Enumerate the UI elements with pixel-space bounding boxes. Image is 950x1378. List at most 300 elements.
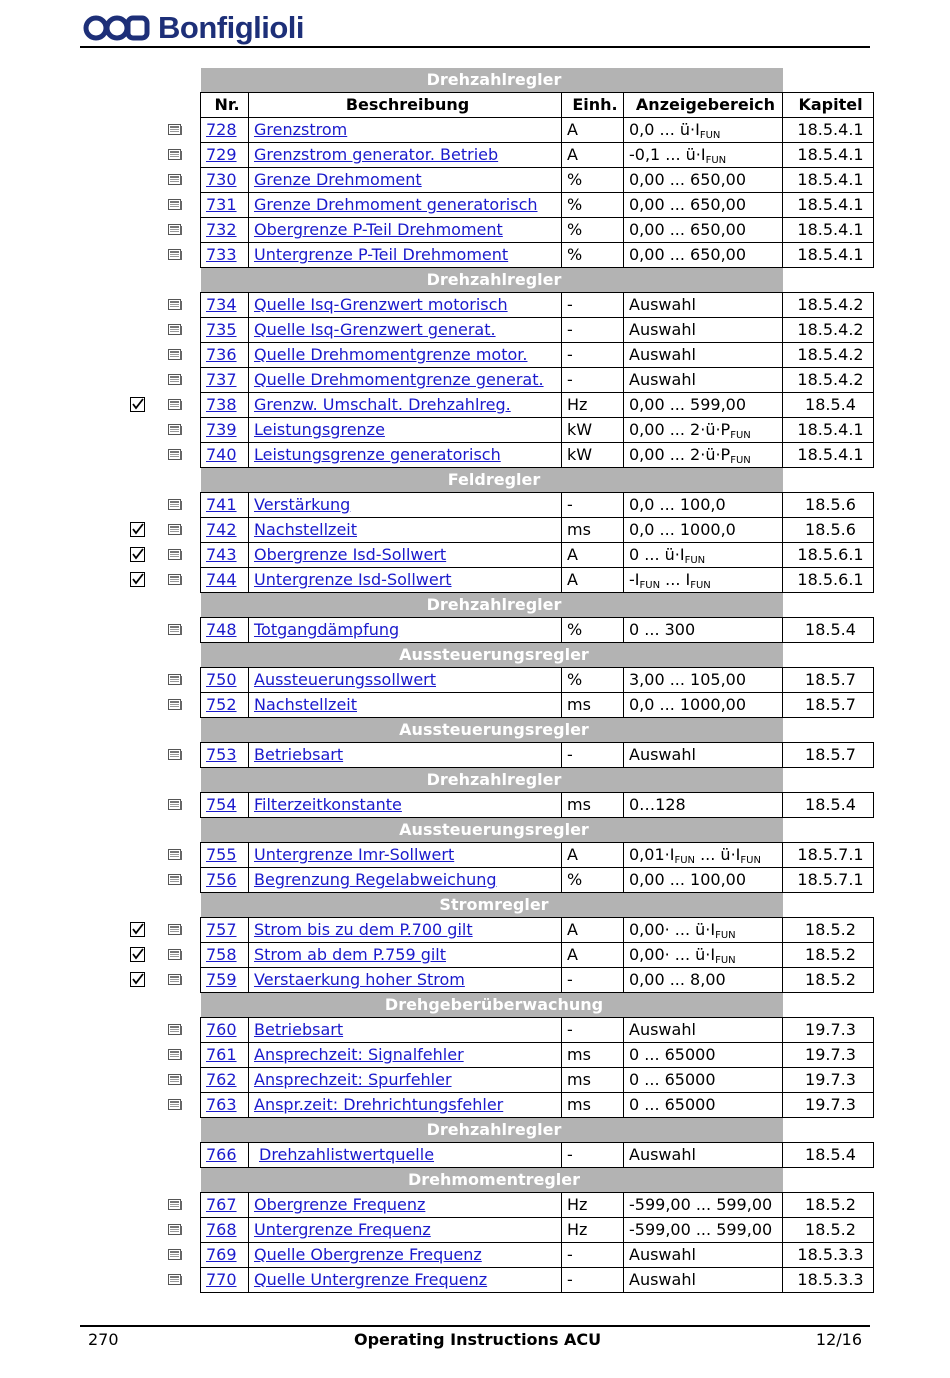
parameter-description-link[interactable]: Quelle Drehmomentgrenze generat. — [254, 370, 544, 389]
parameter-range: 0 ... 65000 — [624, 1093, 783, 1118]
parameter-number-cell — [201, 843, 249, 868]
parameter-unit: ms — [562, 1068, 624, 1093]
parameter-chapter: 18.5.4.2 — [783, 343, 874, 368]
parameter-description-link[interactable]: Leistungsgrenze generatorisch — [254, 445, 501, 464]
parameter-description-link[interactable]: Anspr.zeit: Drehrichtungsfehler — [254, 1095, 504, 1114]
parameter-description-cell — [249, 1218, 562, 1243]
parameter-number-link[interactable]: 757 — [206, 920, 237, 939]
parameter-row — [201, 368, 874, 393]
parameter-icon — [168, 299, 182, 311]
parameter-icon — [168, 1099, 182, 1111]
parameter-unit: Hz — [562, 1218, 624, 1243]
parameter-description-link[interactable]: Quelle Obergrenze Frequenz — [254, 1245, 482, 1264]
parameter-icon — [168, 524, 182, 536]
parameter-table — [200, 68, 874, 1293]
parameter-number-cell — [201, 518, 249, 543]
parameter-chapter: 19.7.3 — [783, 1018, 874, 1043]
parameter-description-link[interactable]: Untergrenze Imr-Sollwert — [254, 845, 455, 864]
parameter-description-cell — [249, 393, 562, 418]
parameter-chapter: 18.5.4.1 — [783, 193, 874, 218]
parameter-unit: A — [562, 843, 624, 868]
parameter-number-link[interactable]: 738 — [206, 395, 237, 414]
parameter-number-link[interactable]: 744 — [206, 570, 237, 589]
parameter-number-cell — [201, 943, 249, 968]
parameter-icon — [168, 699, 182, 711]
parameter-range: 0,00 ... 650,00 — [624, 243, 783, 268]
parameter-chapter: 19.7.3 — [783, 1068, 874, 1093]
parameter-range: 0,00 ... 650,00 — [624, 218, 783, 243]
parameter-number-link[interactable]: 729 — [206, 145, 237, 164]
parameter-chapter: 18.5.4.1 — [783, 243, 874, 268]
parameter-unit: % — [562, 193, 624, 218]
parameter-number-cell — [201, 743, 249, 768]
parameter-icon — [168, 574, 182, 586]
parameter-chapter: 18.5.4 — [783, 793, 874, 818]
group-header-row — [201, 1118, 874, 1143]
parameter-row — [201, 868, 874, 893]
parameter-icon — [168, 249, 182, 261]
parameter-number-link[interactable]: 736 — [206, 345, 237, 364]
parameter-number-cell — [201, 118, 249, 143]
parameter-range: Auswahl — [624, 318, 783, 343]
parameter-description-link[interactable]: Grenze Drehmoment — [254, 170, 422, 189]
parameter-icon — [168, 974, 182, 986]
parameter-chapter: 18.5.6.1 — [783, 568, 874, 593]
parameter-description-link[interactable]: Obergrenze Isd-Sollwert — [254, 545, 447, 564]
parameter-description-link[interactable]: Untergrenze P-Teil Drehmoment — [254, 245, 509, 264]
parameter-description-cell — [249, 568, 562, 593]
parameter-chapter: 18.5.6.1 — [783, 543, 874, 568]
parameter-chapter: 19.7.3 — [783, 1043, 874, 1068]
parameter-icon — [168, 374, 182, 386]
parameter-description-cell — [249, 743, 562, 768]
group-title: Drehmomentregler — [201, 1168, 783, 1193]
document-title: Operating Instructions ACU — [354, 1330, 602, 1349]
parameter-row — [201, 693, 874, 718]
parameter-number-cell — [201, 1043, 249, 1068]
parameter-unit: A — [562, 118, 624, 143]
parameter-description-cell — [249, 943, 562, 968]
parameter-unit: - — [562, 343, 624, 368]
parameter-description-link[interactable]: Obergrenze P-Teil Drehmoment — [254, 220, 503, 239]
parameter-description-cell — [249, 193, 562, 218]
col-range-header: Anzeigebereich — [624, 93, 783, 118]
parameter-chapter: 18.5.3.3 — [783, 1243, 874, 1268]
parameter-chapter: 18.5.7.1 — [783, 868, 874, 893]
brand-name: Bonfiglioli — [158, 10, 305, 45]
parameter-row — [201, 1218, 874, 1243]
parameter-unit: % — [562, 218, 624, 243]
group-title: Aussteuerungsregler — [201, 818, 783, 843]
parameter-chapter: 18.5.4.2 — [783, 318, 874, 343]
parameter-number-cell — [201, 193, 249, 218]
parameter-description-cell — [249, 1143, 562, 1168]
parameter-number-link[interactable]: 760 — [206, 1020, 237, 1039]
parameter-row — [201, 393, 874, 418]
parameter-unit: - — [562, 1143, 624, 1168]
parameter-icon — [168, 799, 182, 811]
parameter-unit: kW — [562, 443, 624, 468]
parameter-description-cell — [249, 293, 562, 318]
parameter-number-link[interactable]: 735 — [206, 320, 237, 339]
parameter-number-link[interactable]: 756 — [206, 870, 237, 889]
parameter-description-cell — [249, 218, 562, 243]
parameter-icon — [168, 149, 182, 161]
parameter-description-link[interactable]: Drehzahlistwertquelle — [259, 1145, 435, 1164]
parameter-number-link[interactable]: 753 — [206, 745, 237, 764]
parameter-range: 0,00 ... 8,00 — [624, 968, 783, 993]
parameter-unit: % — [562, 168, 624, 193]
parameter-chapter: 18.5.2 — [783, 1193, 874, 1218]
parameter-range: -599,00 ... 599,00 — [624, 1218, 783, 1243]
parameter-description-link[interactable]: Strom ab dem P.759 gilt — [254, 945, 447, 964]
group-title: Drehgeberüberwachung — [201, 993, 783, 1018]
parameter-chapter: 18.5.4 — [783, 1143, 874, 1168]
parameter-description-link[interactable]: Quelle Drehmomentgrenze motor. — [254, 345, 528, 364]
group-header-row — [201, 993, 874, 1018]
checked-box-icon[interactable] — [130, 572, 145, 587]
parameter-row — [201, 1068, 874, 1093]
group-title: Drehzahlregler — [201, 768, 783, 793]
parameter-number-cell — [201, 393, 249, 418]
parameter-number-cell — [201, 793, 249, 818]
parameter-description-link[interactable]: Betriebsart — [254, 745, 344, 764]
parameter-number-link[interactable]: 748 — [206, 620, 237, 639]
parameter-description-cell — [249, 1268, 562, 1293]
parameter-unit: ms — [562, 693, 624, 718]
parameter-description-cell — [249, 543, 562, 568]
parameter-number-link[interactable]: 768 — [206, 1220, 237, 1239]
group-header-row — [201, 1168, 874, 1193]
parameter-number-link[interactable]: 759 — [206, 970, 237, 989]
parameter-number-cell — [201, 368, 249, 393]
parameter-number-link[interactable]: 731 — [206, 195, 237, 214]
group-title: Drehzahlregler — [201, 268, 783, 293]
parameter-description-cell — [249, 793, 562, 818]
table-title: Drehzahlregler — [201, 68, 783, 93]
parameter-number-link[interactable]: 730 — [206, 170, 237, 189]
parameter-description-link[interactable]: Obergrenze Frequenz — [254, 1195, 426, 1214]
group-title: Aussteuerungsregler — [201, 643, 783, 668]
parameter-description-cell — [249, 368, 562, 393]
parameter-number-cell — [201, 968, 249, 993]
parameter-number-cell — [201, 1093, 249, 1118]
parameter-number-cell — [201, 343, 249, 368]
parameter-description-link[interactable]: Betriebsart — [254, 1020, 344, 1039]
parameter-chapter: 18.5.4.1 — [783, 143, 874, 168]
parameter-description-link[interactable]: Nachstellzeit — [254, 520, 358, 539]
parameter-unit: ms — [562, 1043, 624, 1068]
parameter-row — [201, 1018, 874, 1043]
parameter-icon — [168, 324, 182, 336]
parameter-number-cell — [201, 693, 249, 718]
group-header-row — [201, 268, 874, 293]
parameter-range: 0,00· ... $ü\cdot I_{FUN}$ — [624, 918, 783, 943]
parameter-description-link[interactable]: Totgangdämpfung — [254, 620, 400, 639]
parameter-description-link[interactable]: Filterzeitkonstante — [254, 795, 402, 814]
parameter-chapter: 18.5.2 — [783, 918, 874, 943]
parameter-description-cell — [249, 343, 562, 368]
parameter-description-cell — [249, 118, 562, 143]
parameter-chapter: 18.5.2 — [783, 968, 874, 993]
parameter-range: 0,00 ... $2\cdot ü\cdot P_{FUN}$ — [624, 443, 783, 468]
parameter-unit: A — [562, 568, 624, 593]
parameter-icon — [168, 749, 182, 761]
parameter-number-link[interactable]: 742 — [206, 520, 237, 539]
parameter-unit: % — [562, 243, 624, 268]
parameter-row — [201, 1268, 874, 1293]
parameter-row — [201, 1243, 874, 1268]
parameter-chapter: 18.5.6 — [783, 518, 874, 543]
parameter-description-link[interactable]: Grenzw. Umschalt. Drehzahlreg. — [254, 395, 511, 414]
page-footer — [80, 1325, 870, 1357]
parameter-number-link[interactable]: 755 — [206, 845, 237, 864]
parameter-row — [201, 293, 874, 318]
parameter-chapter: 18.5.4 — [783, 393, 874, 418]
parameter-description-cell — [249, 443, 562, 468]
parameter-description-link[interactable]: Quelle Untergrenze Frequenz — [254, 1270, 488, 1289]
parameter-icon — [168, 1024, 182, 1036]
parameter-number-cell — [201, 418, 249, 443]
parameter-description-cell — [249, 1093, 562, 1118]
parameter-icon — [168, 549, 182, 561]
group-title: Drehzahlregler — [201, 593, 783, 618]
checked-box-icon[interactable] — [130, 397, 145, 412]
parameter-icon — [168, 674, 182, 686]
parameter-unit: - — [562, 743, 624, 768]
parameter-number-link[interactable]: 733 — [206, 245, 237, 264]
parameter-number-link[interactable]: 728 — [206, 120, 237, 139]
parameter-description-link[interactable]: Grenzstrom — [254, 120, 348, 139]
parameter-row — [201, 1143, 874, 1168]
parameter-description-link[interactable]: Verstaerkung hoher Strom — [254, 970, 465, 989]
parameter-unit: A — [562, 143, 624, 168]
parameter-description-link[interactable]: Aussteuerungssollwert — [254, 670, 437, 689]
parameter-description-link[interactable]: Quelle Isq-Grenzwert motorisch — [254, 295, 508, 314]
checked-box-icon[interactable] — [130, 547, 145, 562]
parameter-icon — [168, 349, 182, 361]
parameter-row — [201, 343, 874, 368]
parameter-range: 0,0 ... 100,0 — [624, 493, 783, 518]
parameter-range: 0,0 ... 1000,00 — [624, 693, 783, 718]
parameter-number-link[interactable]: 734 — [206, 295, 237, 314]
parameter-description-link[interactable]: Ansprechzeit: Signalfehler — [254, 1045, 464, 1064]
parameter-range: 0,00 ... 650,00 — [624, 168, 783, 193]
parameter-unit: Hz — [562, 1193, 624, 1218]
parameter-number-link[interactable]: 762 — [206, 1070, 237, 1089]
parameter-chapter: 18.5.4.1 — [783, 418, 874, 443]
parameter-row — [201, 1193, 874, 1218]
parameter-chapter: 19.7.3 — [783, 1093, 874, 1118]
group-title: Feldregler — [201, 468, 783, 493]
parameter-chapter: 18.5.4.1 — [783, 168, 874, 193]
parameter-number-cell — [201, 543, 249, 568]
col-unit-header: Einh. — [562, 93, 624, 118]
parameter-description-cell — [249, 693, 562, 718]
parameter-row — [201, 743, 874, 768]
parameter-number-link[interactable]: 732 — [206, 220, 237, 239]
parameter-description-link[interactable]: Quelle Isq-Grenzwert generat. — [254, 320, 496, 339]
parameter-icon — [168, 1074, 182, 1086]
parameter-row — [201, 218, 874, 243]
parameter-number-cell — [201, 918, 249, 943]
parameter-unit: A — [562, 943, 624, 968]
parameter-number-link[interactable]: 750 — [206, 670, 237, 689]
parameter-number-link[interactable]: 763 — [206, 1095, 237, 1114]
group-header-row — [201, 893, 874, 918]
parameter-number-link[interactable]: 741 — [206, 495, 237, 514]
parameter-description-link[interactable]: Untergrenze Frequenz — [254, 1220, 431, 1239]
group-header-row — [201, 718, 874, 743]
parameter-icon — [168, 874, 182, 886]
parameter-description-cell — [249, 518, 562, 543]
parameter-description-link[interactable]: Nachstellzeit — [254, 695, 358, 714]
parameter-number-cell — [201, 568, 249, 593]
group-title: Aussteuerungsregler — [201, 718, 783, 743]
parameter-description-link[interactable]: Untergrenze Isd-Sollwert — [254, 570, 452, 589]
parameter-description-cell — [249, 318, 562, 343]
parameter-description-cell — [249, 868, 562, 893]
parameter-unit: - — [562, 1268, 624, 1293]
parameter-range: 0,00· ... $ü\cdot I_{FUN}$ — [624, 943, 783, 968]
parameter-chapter: 18.5.7 — [783, 743, 874, 768]
parameter-description-link[interactable]: Grenze Drehmoment generatorisch — [254, 195, 538, 214]
checked-box-icon[interactable] — [130, 972, 145, 987]
parameter-unit: Hz — [562, 393, 624, 418]
parameter-number-link[interactable]: 752 — [206, 695, 237, 714]
parameter-number-link[interactable]: 767 — [206, 1195, 237, 1214]
parameter-icon — [168, 1049, 182, 1061]
parameter-unit: - — [562, 293, 624, 318]
parameter-icon — [168, 224, 182, 236]
checked-box-icon[interactable] — [130, 947, 145, 962]
group-header-row — [201, 643, 874, 668]
parameter-description-cell — [249, 168, 562, 193]
parameter-row — [201, 793, 874, 818]
parameter-range: Auswahl — [624, 368, 783, 393]
parameter-chapter: 18.5.6 — [783, 493, 874, 518]
col-chapter-header: Kapitel — [783, 93, 874, 118]
parameter-unit: ms — [562, 1093, 624, 1118]
parameter-range: 0,0 ... 1000,0 — [624, 518, 783, 543]
parameter-description-cell — [249, 618, 562, 643]
parameter-unit: - — [562, 493, 624, 518]
parameter-unit: - — [562, 368, 624, 393]
parameter-icon — [168, 124, 182, 136]
parameter-icon — [168, 1249, 182, 1261]
parameter-number-cell — [201, 1268, 249, 1293]
parameter-number-link[interactable]: 740 — [206, 445, 237, 464]
parameter-icon — [168, 1224, 182, 1236]
parameter-description-link[interactable]: Grenzstrom generator. Betrieb — [254, 145, 499, 164]
parameter-number-link[interactable]: 754 — [206, 795, 237, 814]
parameter-number-cell — [201, 668, 249, 693]
parameter-number-cell — [201, 168, 249, 193]
parameter-row — [201, 943, 874, 968]
parameter-range: $0,01\cdot I_{FUN}$ ... $ü\cdot I_{FUN}$ — [624, 843, 783, 868]
parameter-number-cell — [201, 293, 249, 318]
checked-box-icon[interactable] — [130, 522, 145, 537]
parameter-number-link[interactable]: 766 — [206, 1145, 237, 1164]
parameter-row — [201, 918, 874, 943]
parameter-icon — [168, 399, 182, 411]
parameter-description-link[interactable]: Leistungsgrenze — [254, 420, 385, 439]
parameter-icon — [168, 499, 182, 511]
column-header-row — [201, 93, 874, 118]
parameter-description-link[interactable]: Begrenzung Regelabweichung — [254, 870, 497, 889]
parameter-row — [201, 543, 874, 568]
parameter-unit: kW — [562, 418, 624, 443]
parameter-range: 0 ... 300 — [624, 618, 783, 643]
parameter-range: 0,00 ... 599,00 — [624, 393, 783, 418]
parameter-number-cell — [201, 1218, 249, 1243]
checked-box-icon[interactable] — [130, 922, 145, 937]
parameter-number-link[interactable]: 758 — [206, 945, 237, 964]
parameter-range: 0 ... $ü\cdot I_{FUN}$ — [624, 543, 783, 568]
parameter-unit: A — [562, 543, 624, 568]
parameter-number-link[interactable]: 769 — [206, 1245, 237, 1264]
parameter-row — [201, 143, 874, 168]
table-title-row — [201, 68, 874, 93]
parameter-unit: % — [562, 668, 624, 693]
parameter-number-link[interactable]: 770 — [206, 1270, 237, 1289]
bonfiglioli-logo-icon — [82, 13, 152, 43]
page-number: 270 — [88, 1330, 119, 1349]
parameter-range: 0…128 — [624, 793, 783, 818]
parameter-chapter: 18.5.4.1 — [783, 118, 874, 143]
parameter-number-link[interactable]: 743 — [206, 545, 237, 564]
parameter-chapter: 18.5.2 — [783, 1218, 874, 1243]
parameter-row — [201, 968, 874, 993]
parameter-row — [201, 618, 874, 643]
parameter-row — [201, 318, 874, 343]
parameter-description-link[interactable]: Strom bis zu dem P.700 gilt — [254, 920, 473, 939]
group-header-row — [201, 593, 874, 618]
parameter-range: 0,0 ... $ü\cdot I_{FUN}$ — [624, 118, 783, 143]
parameter-row — [201, 118, 874, 143]
parameter-range: Auswahl — [624, 1143, 783, 1168]
parameter-range: Auswahl — [624, 293, 783, 318]
parameter-row — [201, 193, 874, 218]
parameter-number-cell — [201, 318, 249, 343]
parameter-unit: % — [562, 618, 624, 643]
parameter-row — [201, 168, 874, 193]
parameter-chapter: 18.5.4.2 — [783, 293, 874, 318]
parameter-range: Auswahl — [624, 343, 783, 368]
parameter-row — [201, 443, 874, 468]
parameter-number-link[interactable]: 737 — [206, 370, 237, 389]
parameter-chapter: 18.5.7 — [783, 668, 874, 693]
parameter-chapter: 18.5.3.3 — [783, 1268, 874, 1293]
parameter-number-cell — [201, 1143, 249, 1168]
parameter-icon — [168, 174, 182, 186]
parameter-range: -0,1 ... $ü\cdot I_{FUN}$ — [624, 143, 783, 168]
page-header — [80, 8, 870, 48]
parameter-range: 0 ... 65000 — [624, 1068, 783, 1093]
parameter-number-link[interactable]: 761 — [206, 1045, 237, 1064]
parameter-description-cell — [249, 418, 562, 443]
parameter-description-link[interactable]: Verstärkung — [254, 495, 351, 514]
parameter-number-cell — [201, 1068, 249, 1093]
parameter-number-link[interactable]: 739 — [206, 420, 237, 439]
parameter-chapter: 18.5.7.1 — [783, 843, 874, 868]
parameter-unit: - — [562, 968, 624, 993]
parameter-unit: A — [562, 918, 624, 943]
parameter-unit: - — [562, 1018, 624, 1043]
parameter-description-link[interactable]: Ansprechzeit: Spurfehler — [254, 1070, 452, 1089]
parameter-range: Auswahl — [624, 743, 783, 768]
group-header-row — [201, 818, 874, 843]
